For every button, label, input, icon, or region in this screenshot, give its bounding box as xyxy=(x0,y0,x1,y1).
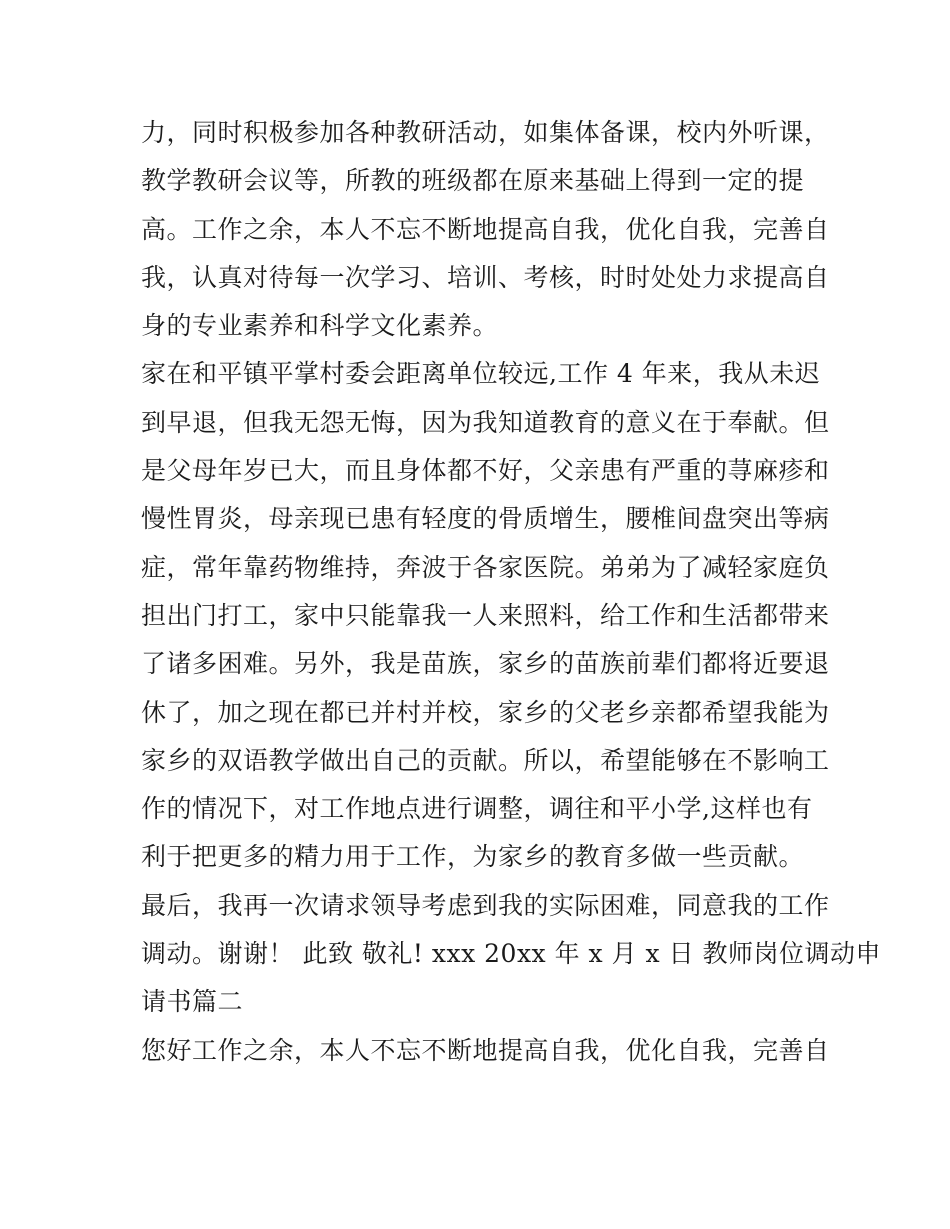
text-line: 了诸多困难。另外，我是苗族，家乡的苗族前辈们都将近要退 xyxy=(141,649,830,679)
body-text xyxy=(141,109,882,1075)
text-line: 您好工作之余，本人不忘不断地提高自我，优化自我，完善自 xyxy=(141,1035,830,1065)
text-line: 到早退，但我无怨无悔，因为我知道教育的意义在于奉献。但 xyxy=(141,407,830,437)
text-line: 利于把更多的精力用于工作，为家乡的教育多做一些贡献。 xyxy=(141,842,805,872)
text-line: 调动。谢谢！ 此致 敬礼! xxx 20xx 年 x 月 x 日 教师岗位调动申 xyxy=(141,939,882,969)
text-line: 休了，加之现在都已并村并校，家乡的父老乡亲都希望我能为 xyxy=(141,697,830,727)
text-line: 家乡的双语教学做出自己的贡献。所以，希望能够在不影响工 xyxy=(141,745,830,775)
text-line: 家在和平镇平掌村委会距离单位较远,工作 4 年来，我从未迟 xyxy=(141,359,821,389)
text-line: 最后，我再一次请求领导考虑到我的实际困难，同意我的工作 xyxy=(141,890,830,920)
text-line: 担出门打工，家中只能靠我一人来照料，给工作和生活都带来 xyxy=(141,600,830,630)
text-line: 教学教研会议等，所教的班级都在原来基础上得到一定的提 xyxy=(141,166,805,196)
text-line: 力，同时积极参加各种教研活动，如集体备课，校内外听课， xyxy=(141,118,830,147)
text-line: 症，常年靠药物维持，奔波于各家医院。弟弟为了减轻家庭负 xyxy=(141,552,830,582)
text-line: 作的情况下，对工作地点进行调整，调往和平小学,这样也有 xyxy=(141,794,813,824)
text-line: 高。工作之余，本人不忘不断地提高自我，优化自我，完善自 xyxy=(141,214,830,244)
text-line: 请书篇二 xyxy=(141,987,244,1017)
text-line: 慢性胃炎，母亲现已患有轻度的骨质增生，腰椎间盘突出等病 xyxy=(141,504,830,534)
text-line: 是父母年岁已大，而且身体都不好，父亲患有严重的荨麻疹和 xyxy=(141,456,830,486)
text-line: 身的专业素养和科学文化素养。 xyxy=(141,311,499,341)
text-line: 我，认真对待每一次学习、培训、考核，时时处处力求提高自 xyxy=(141,262,830,292)
